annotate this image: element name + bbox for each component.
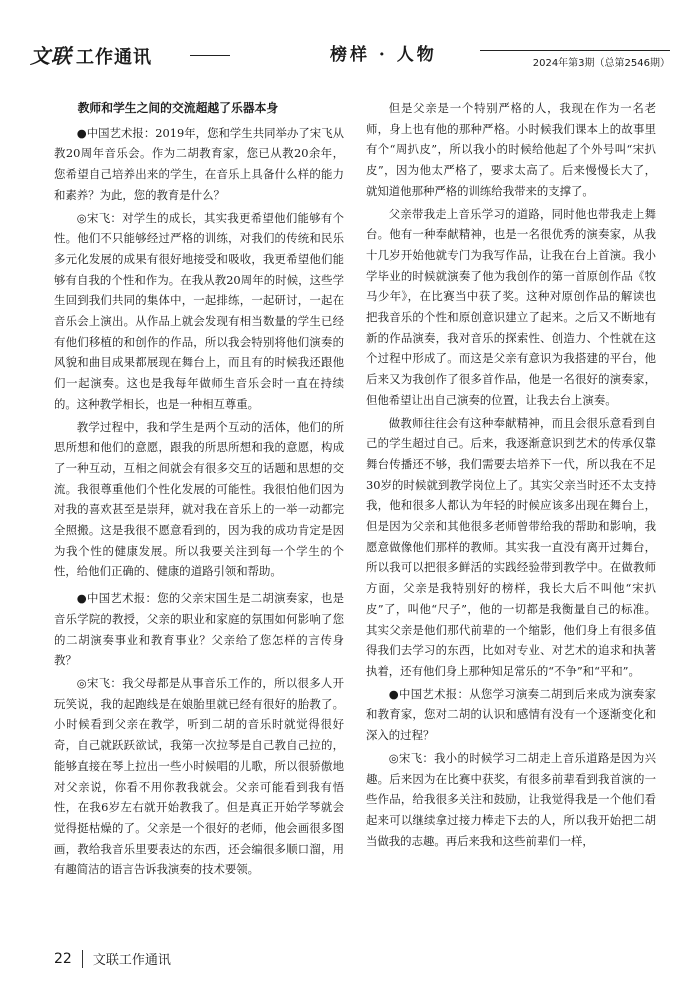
header-rule-left: [190, 55, 230, 56]
paragraph: ●中国艺术报：您的父亲宋国生是二胡演奏家，也是音乐学院的教授，父亲的职业和家庭的氛围如何影响了您的二胡演奏事业和教育事业？父亲给了您怎样的言传身教？: [54, 591, 344, 668]
issue-number: 2024年第3期（总第2546期）: [532, 58, 670, 69]
article-subheading: 教师和学生之间的交流超越了乐器本身: [77, 101, 279, 115]
logo-text: 工作通讯: [76, 47, 152, 68]
paragraph: ◎宋飞：对学生的成长，其实我更希望他们能够有个性。他们不只能够经过严格的训练，对我们的传统和民乐多元化发展的成果有很好地接受和吸收，我更希望他们能够有自我的个性和作为。在我从教20周年的时候，这些学生回到我们共同的集体中，一起排练，一起研讨，一起在音乐会上演出。从作品上就会发现有相当数量的学生已经有他们移植的和创作的作品，所以我会特别将他们演奏的风貌和曲目成果都展现在舞台上，而且有的时候我还跟他们一起演奏。这也是我每年做师生音乐会时一直在持续的。这种教学相长，也是一种相互尊重。: [54, 210, 344, 411]
paragraph: 教学过程中，我和学生是两个互动的活体，他们的所思所想和他们的意愿，跟我的所思所想和我的意愿，构成了一种互动，互相之间就会有很多交互的话题和思想的交流。我很尊重他们个性化发展的可能性。我很怕他们因为对我的喜欢甚至是崇拜，就对我在音乐上的一举一动都完全照搬。这是我很不愿意看到的，因为我的成功肯定是因为我个性的健康发展。所以我要关注到每一个学生的个性，给他们正确的、健康的道路引领和帮助。: [54, 419, 344, 579]
publication-logo: [30, 40, 152, 69]
issue-box: [480, 50, 670, 69]
paragraph: ◎宋飞：我小的时候学习二胡走上音乐道路是因为兴趣。后来因为在比赛中获奖，有很多前辈看到我首演的一些作品，给我很多关注和鼓励，让我觉得我是一个他们看起来可以继续拿过接力棒走下去的人，所以我开始把二胡当做我的志趣。再后来我和这些前辈们一样，: [366, 750, 656, 848]
page-footer: [54, 949, 171, 968]
paragraph: 做教师往往会有这种奉献精神，而且会很乐意看到自己的学生超过自己。后来，我逐渐意识到艺术的传承仅靠舞台传播还不够，我们需要去培养下一代，所以我在不足30岁的时候就到教学岗位上了。其实父亲当时还不太支持我，他和很多人都认为年轻的时候应该多出现在舞台上，但是因为父亲和其他很多老师曾带给我的帮助和影响，我愿意做像他们那样的教师。其实我一直没有离开过舞台，所以我可以把很多鲜活的实践经验带到教学中。在做教师方面，父亲是我特别好的榜样，我长大后不叫他“宋扒皮”了，叫他“尺子”，他的一切都是我衡量自己的标准。其实父亲是他们那代前辈的一个缩影，他们身上有很多值得我们去学习的东西，比如对专业、对艺术的追求和执著执着，还有他们身上那种知足常乐的“不争”和“平和”。: [366, 415, 656, 678]
paragraph: ●中国艺术报：2019年，您和学生共同举办了宋飞从教20周年音乐会。作为二胡教育家，您已从教20余年，您希望自己培养出来的学生，在音乐上具备什么样的能力和素养？为此，您的教育是什么？: [54, 125, 344, 202]
left-column: [54, 98, 344, 882]
paragraph: ●中国艺术报：从您学习演奏二胡到后来成为演奏家和教育家，您对二胡的认识和感情有没有一个逐渐变化和深入的过程？: [366, 686, 656, 743]
header-rule-right: [480, 50, 670, 51]
page-number: 22: [54, 950, 72, 967]
footer-publication: 文联工作通讯: [92, 953, 171, 968]
paragraph: 但是父亲是一个特别严格的人，我现在作为一名老师，身上也有他的那种严格。小时候我们课本上的故事里有个“周扒皮”，所以我小的时候给他起了个外号叫“宋扒皮”，因为他太严格了，要求太高了。后来慢慢长大了，就知道他那种严格的训练给我带来的支撑了。: [366, 101, 656, 198]
paragraph: 父亲带我走上音乐学习的道路，同时他也带我走上舞台。他有一种奉献精神，也是一名很优秀的演奏家，从我十几岁开始他就专门为我写作品，让我在台上首演。我小学毕业的时候就演奏了他为我创作的第一首原创作品《牧马少年》，在比赛当中获了奖。这种对原创作品的解读也把我音乐的个性和原创意识建立了起来。之后又不断地有新的作品演奏，我对音乐的探索性、创造力、个性就在这个过程中形成了。而这是父亲有意识为我搭建的平台，他后来又为我创作了很多首作品，他是一名很好的演奏家，但他希望让出自己演奏的位置，让我去台上演奏。: [366, 206, 656, 407]
section-title: 榜样 · 人物: [330, 45, 437, 65]
logo-mark: 文联: [30, 44, 72, 68]
paragraph: ◎宋飞：我父母都是从事音乐工作的，所以很多人开玩笑说，我的起跑线是在娘胎里就已经有很好的胎教了。小时候看到父亲在教学，听到二胡的音乐时就觉得很好奇，自己就跃跃欲试，我第一次拉琴是自己教自己拉的，能够直接在琴上拉出一些小时候唱的儿歌，所以很骄傲地对父亲说，你看不用你教我就会。父亲可能看到我有悟性，在我6岁左右就开始教我了。但是真正开始学琴就会觉得挺枯燥的了。父亲是一个很好的老师，他会画很多图画，教给我音乐里要表达的东西，还会编很多顺口溜，用有趣简洁的语言告诉我演奏的技术要领。: [54, 675, 344, 877]
page-header: [30, 40, 670, 70]
footer-divider: [82, 950, 83, 968]
right-column: [366, 98, 656, 853]
